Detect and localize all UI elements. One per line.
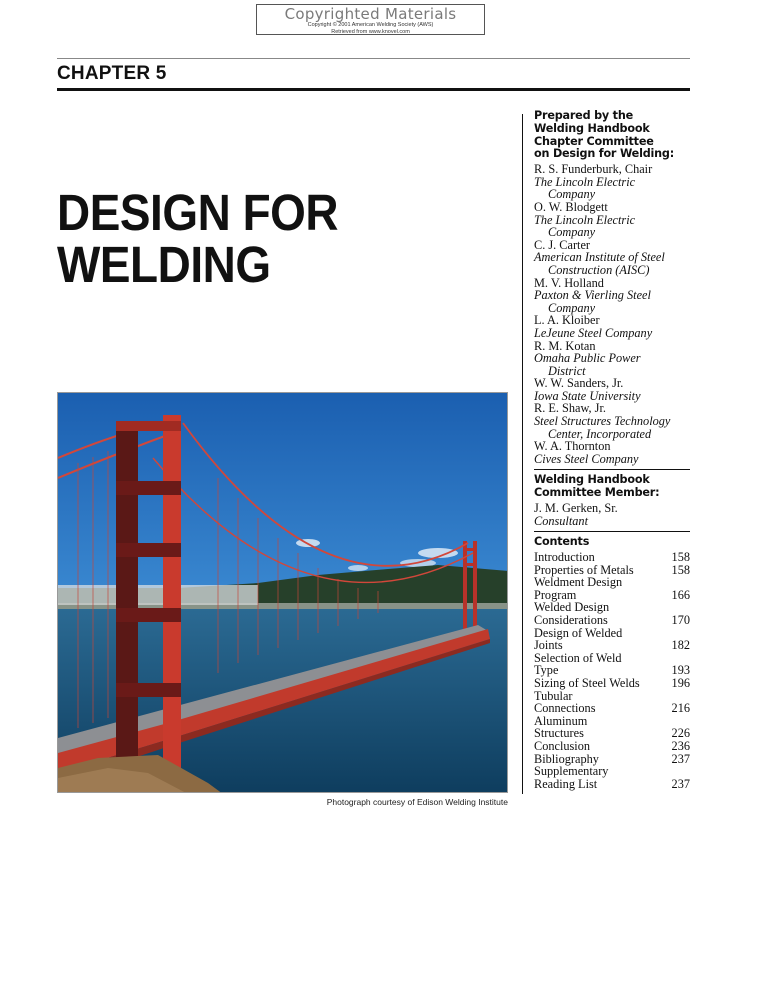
copyright-stamp	[256, 4, 485, 35]
contents-list	[534, 551, 690, 790]
top-divider	[57, 58, 690, 59]
toc-entry: Properties of Metals 158	[534, 562, 690, 577]
committee-member: W. W. Sanders, Jr. Iowa State University	[534, 376, 641, 403]
stamp-source-line: Retrieved from www.knovel.com	[331, 28, 410, 35]
golden-gate-bridge-image	[58, 393, 508, 793]
section-divider	[534, 531, 690, 532]
member-heading: Welding Handbook Committee Member:	[534, 473, 660, 500]
photo-caption: Photograph courtesy of Edison Welding Institute	[326, 797, 508, 807]
toc-entry: Sizing of Steel Welds 196	[534, 675, 690, 690]
committee-member: L. A. Kloiber LeJeune Steel Company	[534, 313, 653, 340]
chapter-label: CHAPTER 5	[57, 63, 167, 84]
sidebar-divider	[522, 114, 523, 794]
toc-entry: Aluminum Structures 226	[534, 713, 690, 741]
chapter-title-line-2: WELDING	[57, 236, 271, 293]
committee-member: R. M. Kotan Omaha Public Power District	[534, 338, 641, 378]
committee-member-entry: J. M. Gerken, Sr. Consultant	[534, 501, 618, 528]
contents-heading: Contents	[534, 535, 590, 549]
committee-member: M. V. Holland Paxton & Vierling Steel Company	[534, 275, 651, 315]
chapter-divider	[57, 88, 690, 91]
toc-entry: Conclusion 236	[534, 738, 690, 753]
toc-entry: Supplementary Reading List 237	[534, 764, 690, 791]
sidebar	[534, 110, 690, 790]
committee-member: O. W. Blodgett The Lincoln Electric Company	[534, 199, 636, 240]
toc-entry: Bibliography 237	[534, 751, 690, 766]
section-divider	[534, 469, 690, 470]
toc-entry: Selection of Weld Type 193	[534, 650, 690, 678]
committee-heading: Prepared by the Welding Handbook Chapter Committee on Design for Welding:	[534, 109, 674, 161]
stamp-title: Copyrighted Materials	[284, 5, 457, 23]
toc-entry: Design of Welded Joints 182	[534, 625, 690, 653]
bridge-photo	[57, 392, 508, 793]
toc-entry: Welded Design Considerations 170	[534, 600, 690, 627]
chapter-title	[57, 184, 339, 293]
committee-list	[534, 163, 690, 465]
toc-entry: Tubular Connections 216	[534, 688, 690, 716]
committee-member: R. E. Shaw, Jr. Steel Structures Technology Center, Incorporated	[534, 401, 671, 441]
committee-member: C. J. Carter American Institute of Steel Construction (AISC)	[534, 237, 665, 277]
committee-member: W. A. Thornton Cives Steel Company	[534, 439, 639, 466]
committee-member: R. S. Funderburk, Chair The Lincoln Electric Company	[534, 162, 653, 202]
stamp-copyright-line: Copyright © 2001 American Welding Society (AWS)	[307, 22, 434, 28]
toc-entry: Introduction 158	[534, 550, 690, 565]
chapter-title-line-1: DESIGN FOR	[57, 184, 339, 241]
toc-entry: Weldment Design Program 166	[534, 575, 690, 602]
